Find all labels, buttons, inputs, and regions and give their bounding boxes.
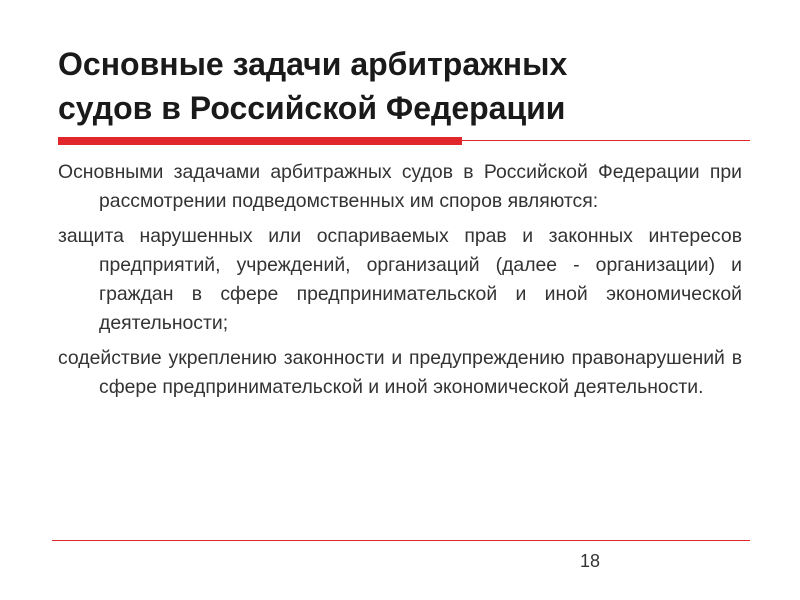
slide-title — [58, 42, 748, 130]
slide-title-line-2: судов в Российской Федерации — [58, 90, 566, 126]
slide-body — [58, 158, 742, 408]
body-paragraph-protection: защита нарушенных или оспариваемых прав и законных интересов предприятий, учреждений, организаций (далее - организации) и граждан в сфере предпринимательской и иной экономической деятельности; — [58, 225, 742, 334]
page-number: 18 — [579, 551, 600, 571]
title-underline-thick — [58, 137, 462, 145]
body-paragraph-legality: содействие укреплению законности и предупреждению правонарушений в сфере предпринимательской и иной экономической деятельности. — [58, 347, 742, 398]
slide-title-line-1: Основные задачи арбитражных — [58, 46, 568, 82]
body-paragraph-intro: Основными задачами арбитражных судов в Российской Федерации при рассмотрении подведомственных им споров являются: — [58, 161, 742, 212]
footer-divider — [52, 540, 750, 541]
title-underline-thin — [462, 140, 750, 141]
